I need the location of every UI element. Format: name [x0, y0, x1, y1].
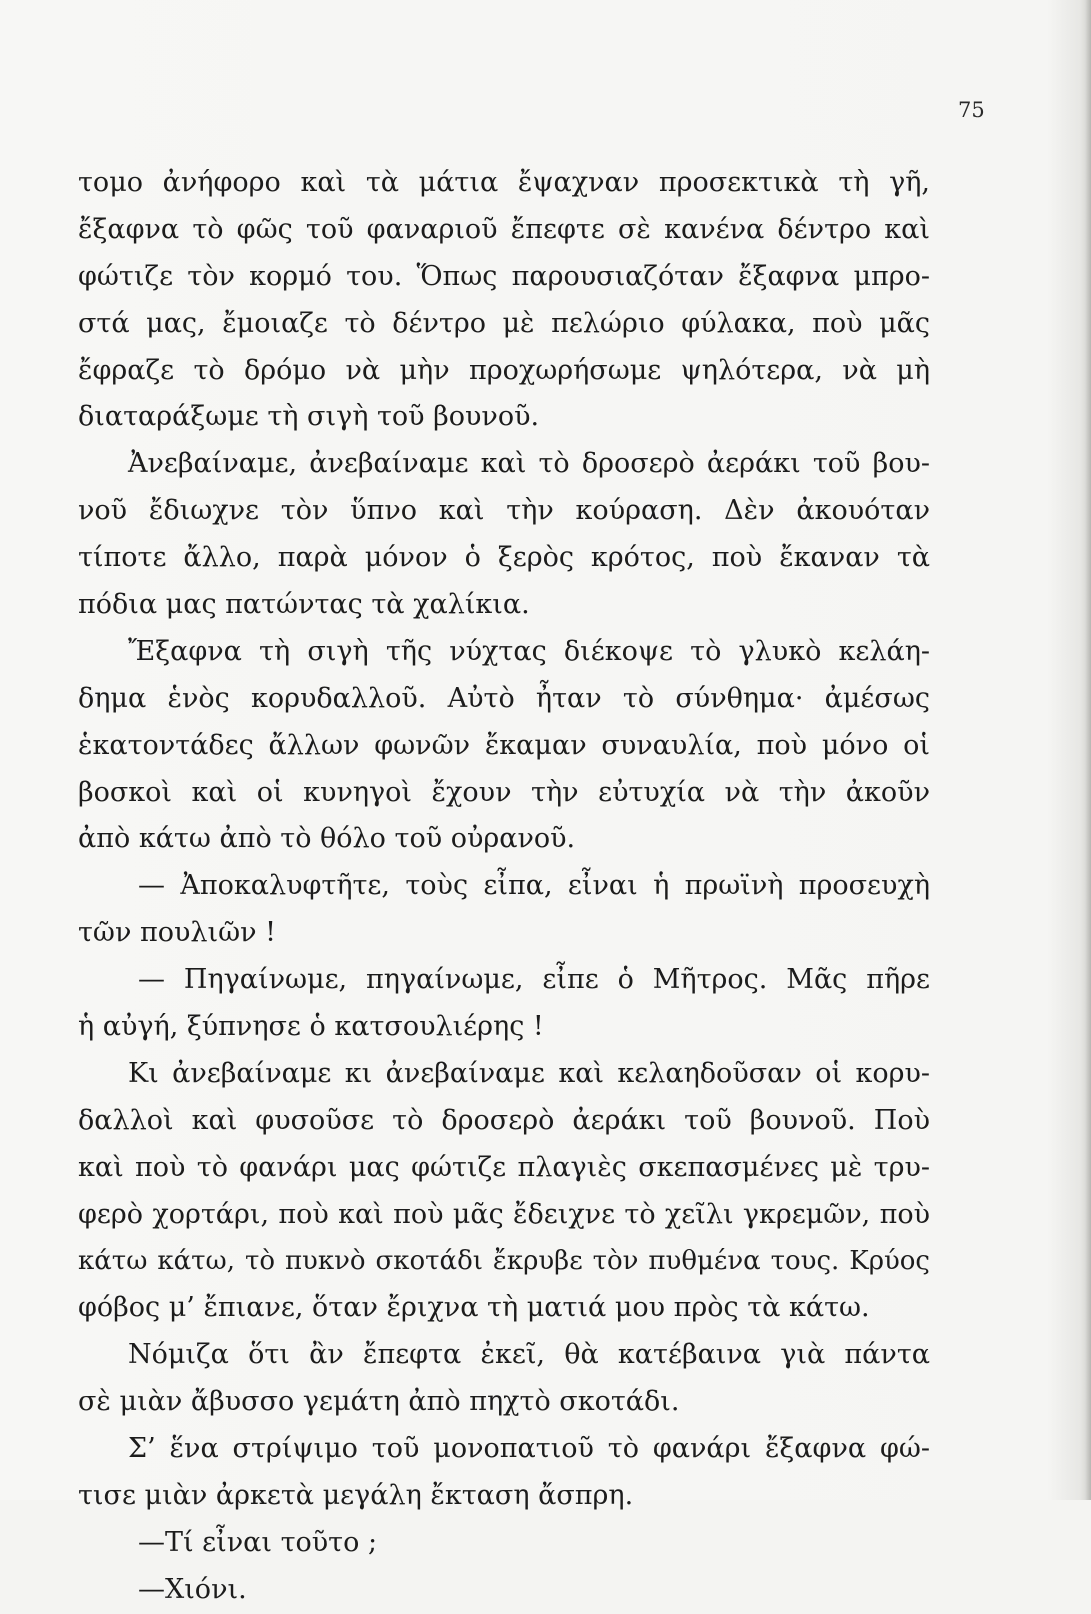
- text-line: ἔφραζε τὸ δρόμο νὰ μὴν προχωρήσωμε ψηλότερα, νὰ μὴ: [78, 354, 930, 386]
- text-line: πόδια μας πατώντας τὰ χαλίκια.: [78, 589, 530, 621]
- text-line: ἡ αὐγή, ξύπνησε ὁ κατσουλιέρης !: [78, 1011, 544, 1043]
- text-line: ἑκατοντάδες ἄλλων φωνῶν ἔκαμαν συναυλία, ποὺ μόνο οἱ: [78, 729, 930, 761]
- text-line: τομο ἀνήφορο καὶ τὰ μάτια ἔψαχναν προσεκτικὰ τὴ γῆ,: [78, 167, 930, 198]
- text-line: νοῦ ἔδιωχνε τὸν ὕπνο καὶ τὴν κούραση. Δὲν ἀκουόταν: [78, 495, 930, 527]
- page-number: 75: [958, 98, 985, 122]
- body-text: [78, 160, 930, 1614]
- text-line: σὲ μιὰν ἄβυσσο γεμάτη ἀπὸ πηχτὸ σκοτάδι.: [78, 1386, 680, 1418]
- text-line: — Πηγαίνωμε, πηγαίνωμε, εἶπε ὁ Μῆτρος. Μᾶς πῆρε: [138, 964, 930, 996]
- text-line: διαταράξωμε τὴ σιγὴ τοῦ βουνοῦ.: [78, 401, 540, 433]
- text-line: ἀπὸ κάτω ἀπὸ τὸ θόλο τοῦ οὐρανοῦ.: [78, 823, 576, 855]
- text-line: δαλλοὶ καὶ φυσοῦσε τὸ δροσερὸ ἀεράκι τοῦ βουνοῦ. Ποὺ: [78, 1104, 930, 1136]
- text-line: δημα ἑνὸς κορυδαλλοῦ. Αὐτὸ ἦταν τὸ σύνθημα· ἀμέσως: [78, 682, 930, 714]
- text-line: Σ’ ἕνα στρίψιμο τοῦ μονοπατιοῦ τὸ φανάρι ἔξαφνα φώ-: [128, 1433, 930, 1465]
- text-line: φερὸ χορτάρι, ποὺ καὶ ποὺ μᾶς ἔδειχνε τὸ χεῖλι γκρεμῶν, ποὺ: [78, 1198, 930, 1230]
- text-line: — Ἀποκαλυφτῆτε, τοὺς εἶπα, εἶναι ἡ πρωϊνὴ προσευχὴ: [138, 870, 930, 902]
- page-edge-shadow: [1085, 0, 1091, 1500]
- text-line: τισε μιὰν ἀρκετὰ μεγάλη ἔκταση ἄσπρη.: [78, 1479, 634, 1511]
- text-line: στά μας, ἔμοιαζε τὸ δέντρο μὲ πελώριο φύλακα, ποὺ μᾶς: [78, 307, 930, 339]
- text-line: τίποτε ἄλλο, παρὰ μόνον ὁ ξερὸς κρότος, ποὺ ἔκαναν τὰ: [78, 542, 930, 574]
- text-line: Ἔξαφνα τὴ σιγὴ τῆς νύχτας διέκοψε τὸ γλυκὸ κελάη-: [128, 635, 930, 667]
- text-line: Νόμιζα ὅτι ἂν ἔπεφτα ἐκεῖ, θὰ κατέβαινα γιὰ πάντα: [128, 1339, 930, 1371]
- text-line: ἔξαφνα τὸ φῶς τοῦ φαναριοῦ ἔπεφτε σὲ κανένα δέντρο καὶ: [78, 213, 930, 245]
- text-line: κάτω κάτω, τὸ πυκνὸ σκοτάδι ἔκρυβε τὸν πυθμένα τους. Κρύος: [78, 1246, 930, 1277]
- text-line: καὶ ποὺ τὸ φανάρι μας φώτιζε πλαγιὲς σκεπασμένες μὲ τρυ-: [78, 1151, 930, 1183]
- text-line: βοσκοὶ καὶ οἱ κυνηγοὶ ἔχουν τὴν εὐτυχία νὰ τὴν ἀκοῦν: [78, 776, 930, 808]
- text-line: φόβος μ’ ἔπιανε, ὅταν ἔριχνα τὴ ματιά μου πρὸς τὰ κάτω.: [78, 1292, 870, 1324]
- text-line: Κι ἀνεβαίναμε κι ἀνεβαίναμε καὶ κελαηδοῦσαν οἱ κορυ-: [128, 1057, 930, 1089]
- text-line: Ἀνεβαίναμε, ἀνεβαίναμε καὶ τὸ δροσερὸ ἀεράκι τοῦ βου-: [128, 448, 930, 480]
- text-line: —Χιόνι.: [138, 1573, 247, 1605]
- text-line: —Τί εἶναι τοῦτο ;: [138, 1526, 378, 1558]
- text-line: φώτιζε τὸν κορμό του. Ὅπως παρουσιαζόταν ἔξαφνα μπρο-: [78, 260, 930, 292]
- text-line: τῶν πουλιῶν !: [78, 917, 276, 949]
